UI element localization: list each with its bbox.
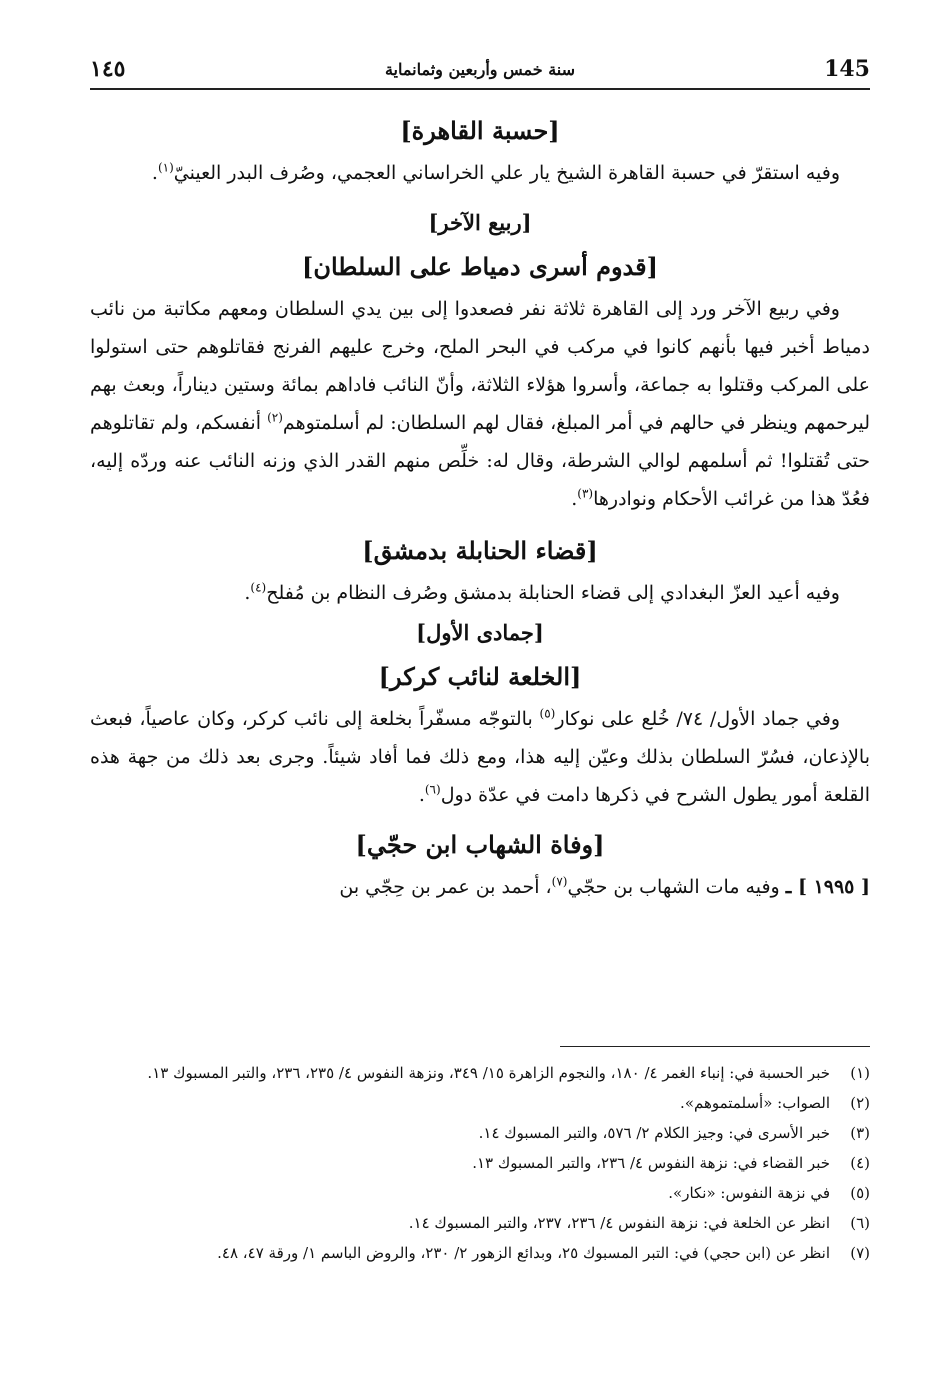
paragraph-text: ، أحمد بن عمر بن حِجّي بن [339,876,552,898]
footnote-number: (١) [850,1064,870,1082]
footnote-ref: (٦) [424,782,441,797]
footnote-divider [560,1046,870,1047]
footnote-number: (٦) [850,1214,870,1232]
running-title: سنة خمس وأربعين وثمانماية [384,60,576,79]
book-page [90,0,870,1374]
paragraph-robe [90,700,870,814]
footnote-item [90,1178,870,1208]
page-header [90,52,870,90]
footnote-item [90,1208,870,1238]
paragraph-hanbali [90,574,870,612]
month-heading-rabi: [ربيع الآخر] [428,210,532,235]
section-title-hisba: [حسبة القاهرة] [400,116,560,145]
paragraph-text: وفيه استقرّ في حسبة القاهرة الشيخ يار علي الخراساني العجمي، وصُرف البدر العينيّ [173,162,840,184]
footnote-text: خبر القضاء في: نزهة النفوس ٤/ ٢٣٦، والتبر المسبوك ١٣. [472,1154,830,1172]
footnote-item [90,1148,870,1178]
paragraph-text: بالتوجّه مسفّراً بخلعة إلى نائب كركر، وكان عاصياً، فبعث بالإذعان، فسُرّ السلطان بذلك وعيّن إليه هذا، ومع ذلك فما أفاد شيئاً. وجرى بعد ذلك من جهة هذه القلعة أمور يطول الشرح في ذكرها دامت في عدّة دول [90,708,870,806]
footnote-text: الصواب: «أسلمتموهم». [680,1094,830,1112]
section-title-hanbali: [قضاء الحنابلة بدمشق] [362,536,598,565]
footnote-ref: (٢) [267,410,283,425]
paragraph-text: أنفسكم، ولم تقاتلوهم حتى تُقتلوا! ثم أسلمهم لوالي الشرطة، وقال له: خلِّص منهم القدر الذي وزنه النائب عنه وردّه إليه، فعُدّ هذا من غرائب الأحكام ونوادرها [90,412,870,510]
footnote-ref: (٤) [250,580,267,595]
period: . [418,784,425,806]
footnotes [90,1058,870,1268]
section-title-death: [وفاة الشهاب ابن حجّي] [355,830,605,859]
footnote-item [90,1238,870,1268]
footnote-text: في نزهة النفوس: «نكار». [668,1184,830,1202]
section-title-captives: [قدوم أسرى دمياط على السلطان] [302,252,658,281]
paragraph-text: وفي جماد الأول/ ٧٤/ خُلع على نوكار [555,708,840,730]
entry-number: [ ١٩٩٥ ] ـ [785,876,870,898]
footnote-number: (٧) [850,1244,870,1262]
paragraph-hisba [90,154,870,192]
period: . [151,162,158,184]
footnote-ref: (١) [157,160,174,175]
page-body [90,108,870,906]
footnote-number: (٣) [850,1124,870,1142]
footnote-ref: (٣) [577,486,594,501]
paragraph-text: وفي ربيع الآخر ورد إلى القاهرة ثلاثة نفر فصعدوا إلى بين يدي السلطان ومعهم مكاتبة من نائب دمياط أخبر فيها بأنهم كانوا في مركب في البحر الملح، وخرج عليهم الفرنج فقاتلوهم حتى استولوا على المركب وقتلوا به جماعة، وأسروا هؤلاء الثلاثة، وأنّ النائب فاداهم بمائة وستين ديناراً، وبعث بهم ليرحمهم وينظر في حالهم في أمر المبلغ، فقال لهم السلطان: لم أسلمتوهم [90,298,870,434]
paragraph-text: وفيه مات الشهاب بن حجّي [567,876,786,898]
footnote-text: انظر عن (ابن حجي) في: التبر المسبوك ٢٥، وبدائع الزهور ٢/ ٢٣٠، والروض الباسم ١/ ورقة ٤٧، ٤٨. [217,1244,830,1262]
page-number-latin: 145 [824,56,870,82]
footnote-number: (٥) [850,1184,870,1202]
footnote-number: (٤) [850,1154,870,1172]
paragraph-captives [90,290,870,518]
footnote-number: (٢) [850,1094,870,1112]
footnote-ref: (٧) [551,874,568,889]
footnote-text: خبر الحسبة في: إنباء الغمر ٤/ ١٨٠، والنجوم الزاهرة ١٥/ ٣٤٩، ونزهة النفوس ٤/ ٢٣٥، ٢٣٦، والتبر المسبوك ١٣. [147,1064,830,1082]
section-title-robe: [الخلعة لنائب كركر] [378,662,582,691]
page-number-arabic: ١٤٥ [90,56,126,82]
footnote-ref: (٥) [539,706,556,721]
paragraph-text: وفيه أعيد العزّ البغدادي إلى قضاء الحنابلة بدمشق وصُرف النظام بن مُفلح [266,582,840,604]
footnote-item [90,1088,870,1118]
paragraph-death [90,868,870,906]
footnote-item [90,1058,870,1088]
month-heading-jumada: [جمادى الأول] [416,620,544,645]
footnote-text: انظر عن الخلعة في: نزهة النفوس ٤/ ٢٣٦، ٢٣٧، والتبر المسبوك ١٤. [408,1214,830,1232]
period: . [571,488,578,510]
footnote-text: خبر الأسرى في: وجيز الكلام ٢/ ٥٧٦، والتبر المسبوك ١٤. [478,1124,830,1142]
footnote-item [90,1118,870,1148]
period: . [244,582,251,604]
